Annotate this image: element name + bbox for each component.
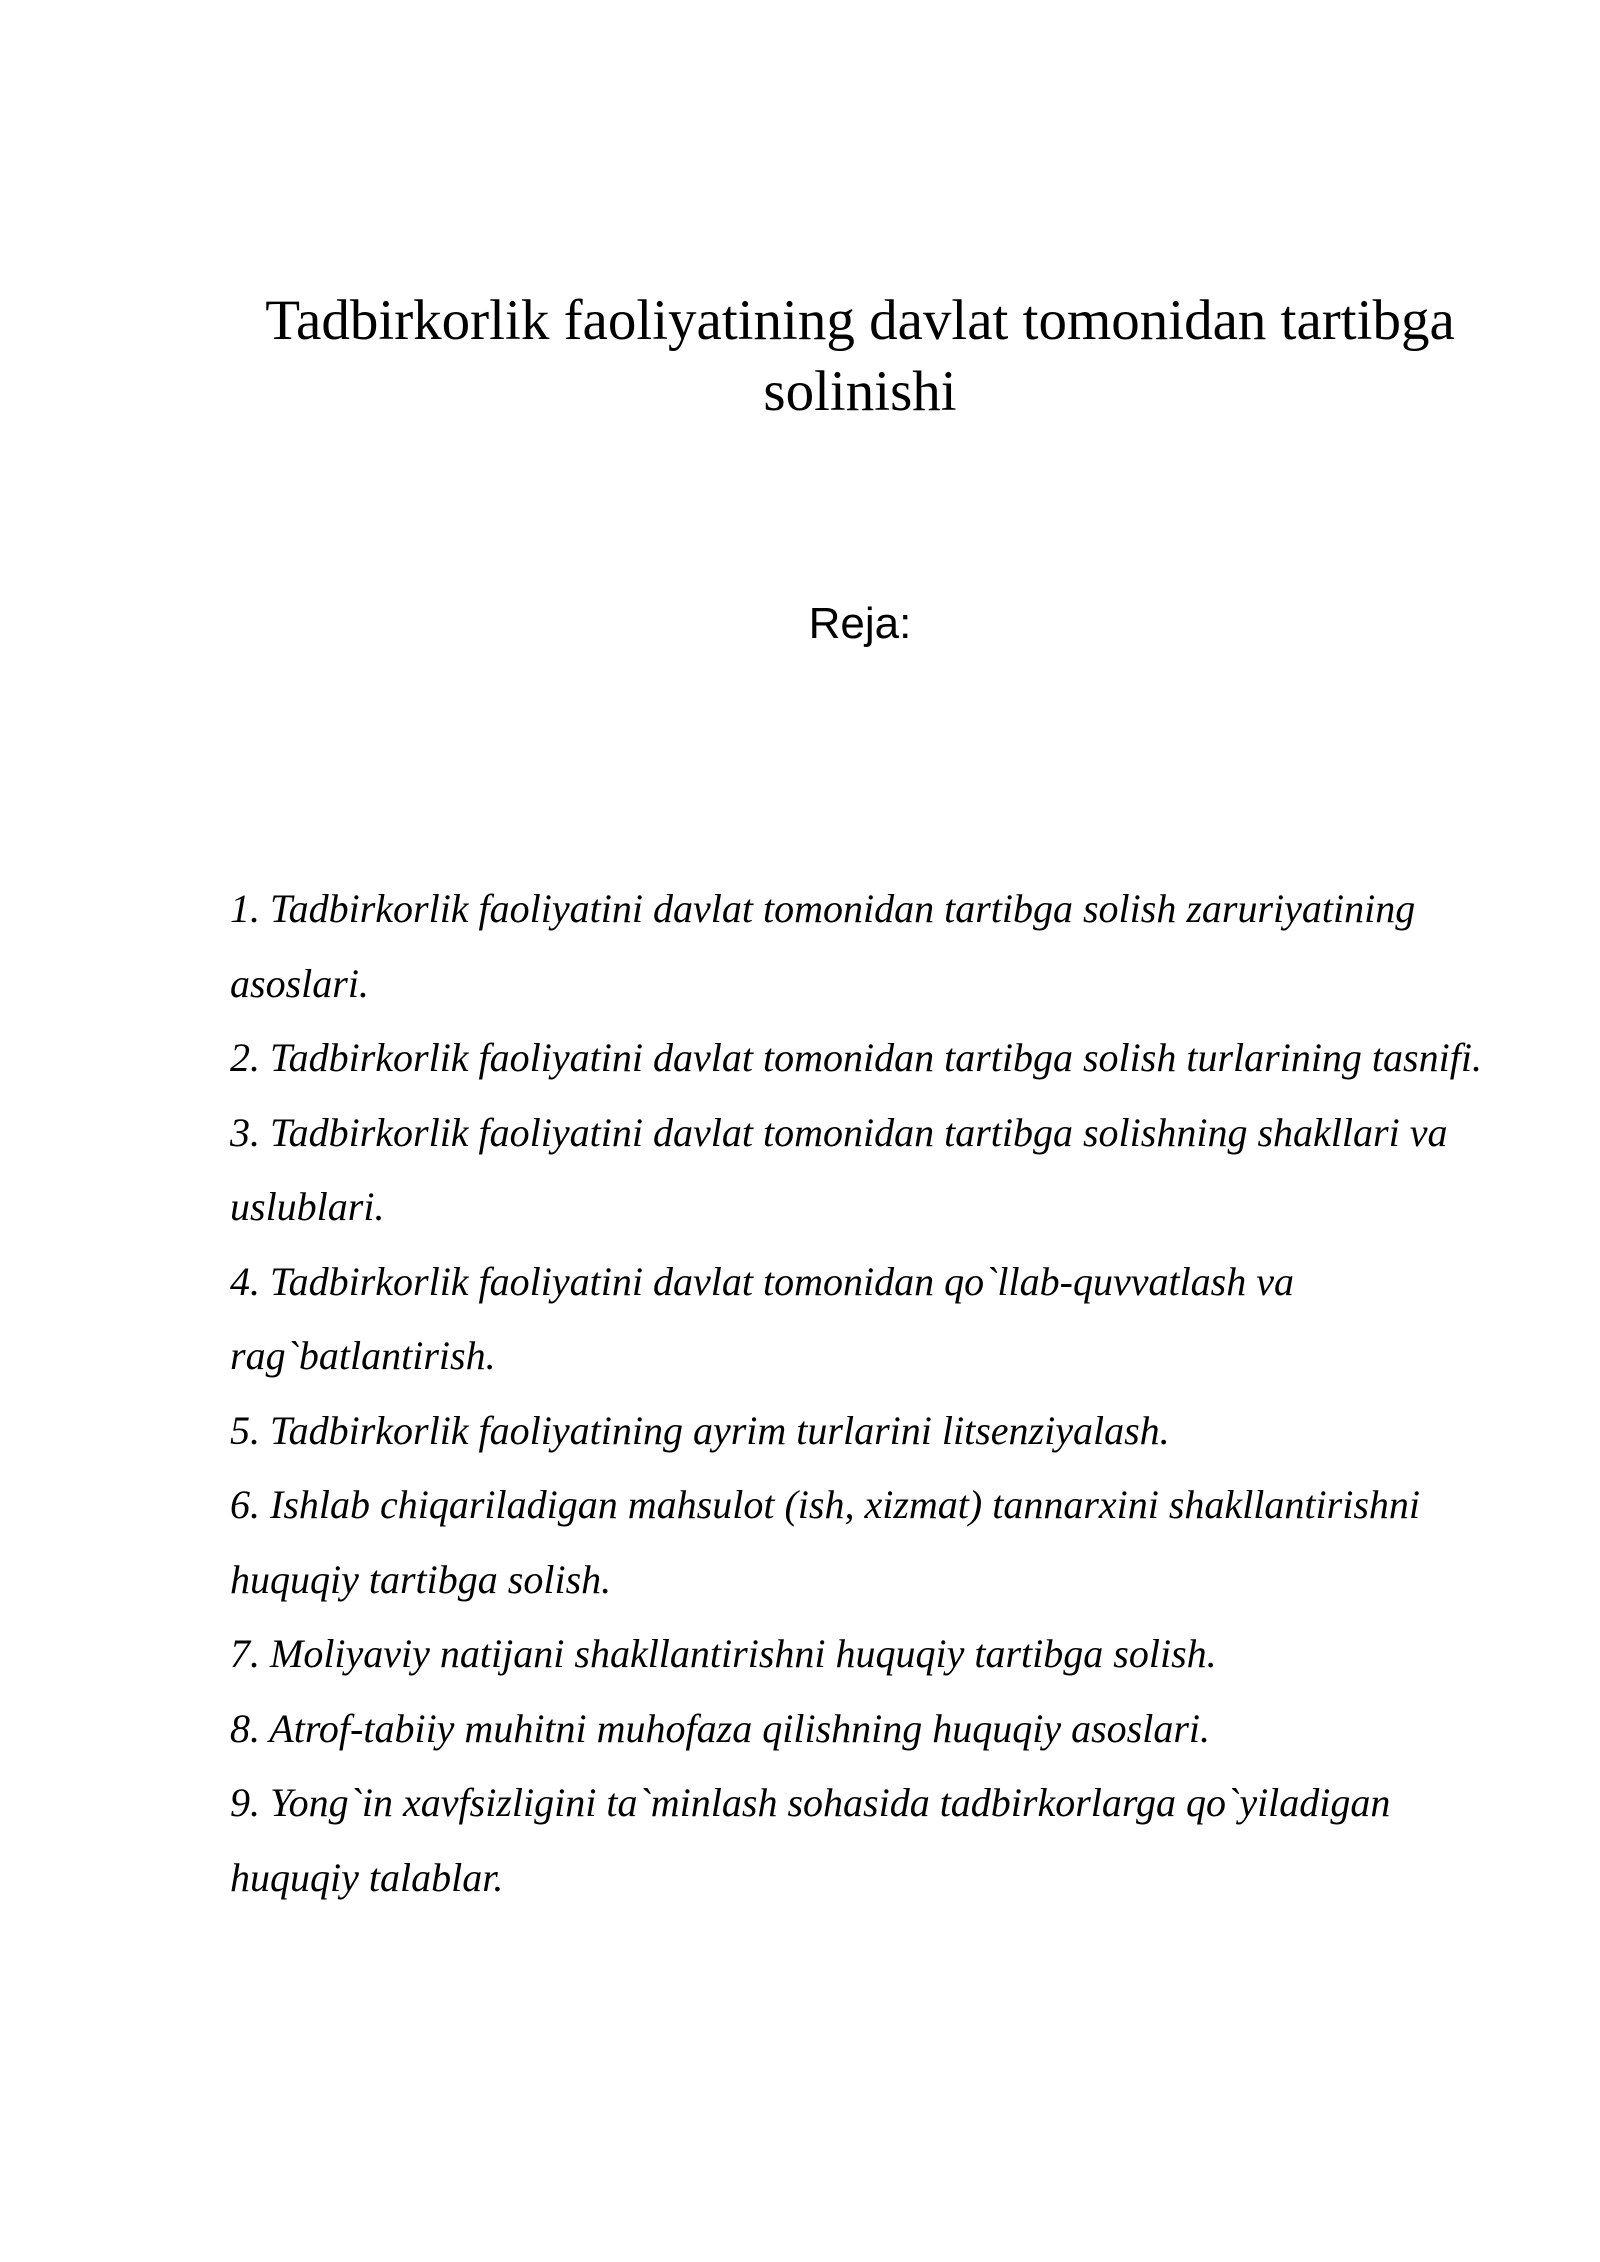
plan-item-3: 3. Tadbirkorlik faoliyatini davlat tomonidan tartibga solishning shakllari va uslublari.: [230, 1109, 1448, 1229]
plan-item-6: 6. Ishlab chiqariladigan mahsulot (ish, xizmat) tannarxini shakllantirishni huquqiy tartibga solish.: [230, 1482, 1420, 1602]
plan-item-5: 5. Tadbirkorlik faoliyatining ayrim turlarini litsenziyalash.: [230, 1407, 1170, 1453]
plan-list: [230, 872, 1520, 1915]
plan-item-4: 4. Tadbirkorlik faoliyatini davlat tomonidan qo`llab-quvvatlash va rag`batlantirish.: [230, 1258, 1295, 1378]
plan-heading: Reja:: [808, 599, 912, 648]
document-title: Tadbirkorlik faoliyatining davlat tomonidan tartibga solinishi: [265, 289, 1455, 423]
plan-item-7: 7. Moliyaviy natijani shakllantirishni huquqiy tartibga solish.: [230, 1631, 1217, 1676]
plan-item-2: 2. Tadbirkorlik faoliyatini davlat tomonidan tartibga solish turlarining tasnifi.: [230, 1035, 1482, 1080]
plan-item-8: 8. Atrof-tabiiy muhitni muhofaza qilishning huquqiy asoslari.: [230, 1705, 1211, 1751]
plan-item-1: 1. Tadbirkorlik faoliyatini davlat tomonidan tartibga solish zaruriyatining asoslari.: [230, 886, 1416, 1006]
plan-item-9: 9. Yong`in xavfsizligini ta`minlash sohasida tadbirkorlarga qo`yiladigan huquqiy talablar.: [230, 1780, 1391, 1900]
